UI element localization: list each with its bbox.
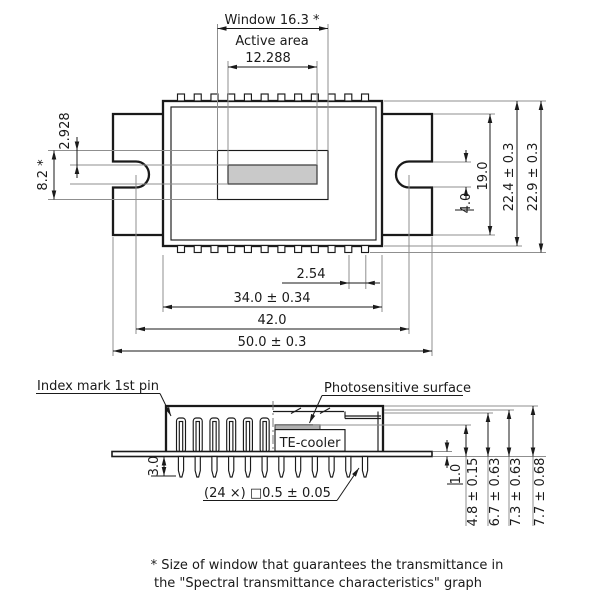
- te-cooler-label: TE-cooler: [279, 436, 341, 451]
- lead-tips: [178, 457, 367, 478]
- te-cooler-box: [275, 430, 345, 452]
- dim-label-34-0: 34.0 ± 0.34: [233, 291, 311, 306]
- right-mounting-flange: [382, 114, 432, 235]
- dim-label-2-928: 2.928: [58, 112, 73, 150]
- dim-label-6-7: 6.7 ± 0.63: [488, 457, 503, 527]
- dim-label-4-0: 4.0: [459, 192, 474, 214]
- side-view: [36, 379, 548, 526]
- dim-label-42-0: 42.0: [257, 313, 287, 328]
- dim-label-3-0: 3.0: [147, 455, 162, 477]
- footnote-line-1: * Size of window that guarantees the transmittance in: [150, 558, 504, 573]
- window-dim-label: Window 16.3 *: [224, 13, 320, 28]
- footnote-line-2: the "Spectral transmittance characteristics" graph: [153, 576, 483, 591]
- top-view: [36, 13, 546, 356]
- dim-label-22-4: 22.4 ± 0.3: [502, 142, 517, 212]
- dim-label-50-0: 50.0 ± 0.3: [237, 335, 307, 350]
- dim-label-8-2: 8.2 *: [36, 159, 51, 191]
- dim-label-19-0: 19.0: [476, 161, 491, 191]
- index-mark-label: Index mark 1st pin: [37, 379, 159, 394]
- dim-label-7-3: 7.3 ± 0.63: [509, 457, 524, 527]
- active-area: [228, 165, 317, 184]
- dim-label-7-7: 7.7 ± 0.68: [533, 457, 548, 527]
- active-area-value: 12.288: [245, 51, 291, 66]
- lead-count-label: (24 ×) □0.5 ± 0.05: [204, 486, 331, 501]
- photosensitive-chip: [275, 425, 320, 430]
- dim-label-4-8: 4.8 ± 0.15: [466, 457, 481, 527]
- dim-label-2-54: 2.54: [296, 267, 326, 282]
- dim-label-22-9: 22.9 ± 0.3: [526, 142, 541, 212]
- active-area-label: Active area: [235, 34, 309, 49]
- dim-label-1-0: 1.0: [449, 463, 464, 485]
- photosensitive-surface-label: Photosensitive surface: [324, 381, 472, 396]
- left-mounting-flange: [113, 114, 163, 235]
- footnote: [151, 558, 504, 591]
